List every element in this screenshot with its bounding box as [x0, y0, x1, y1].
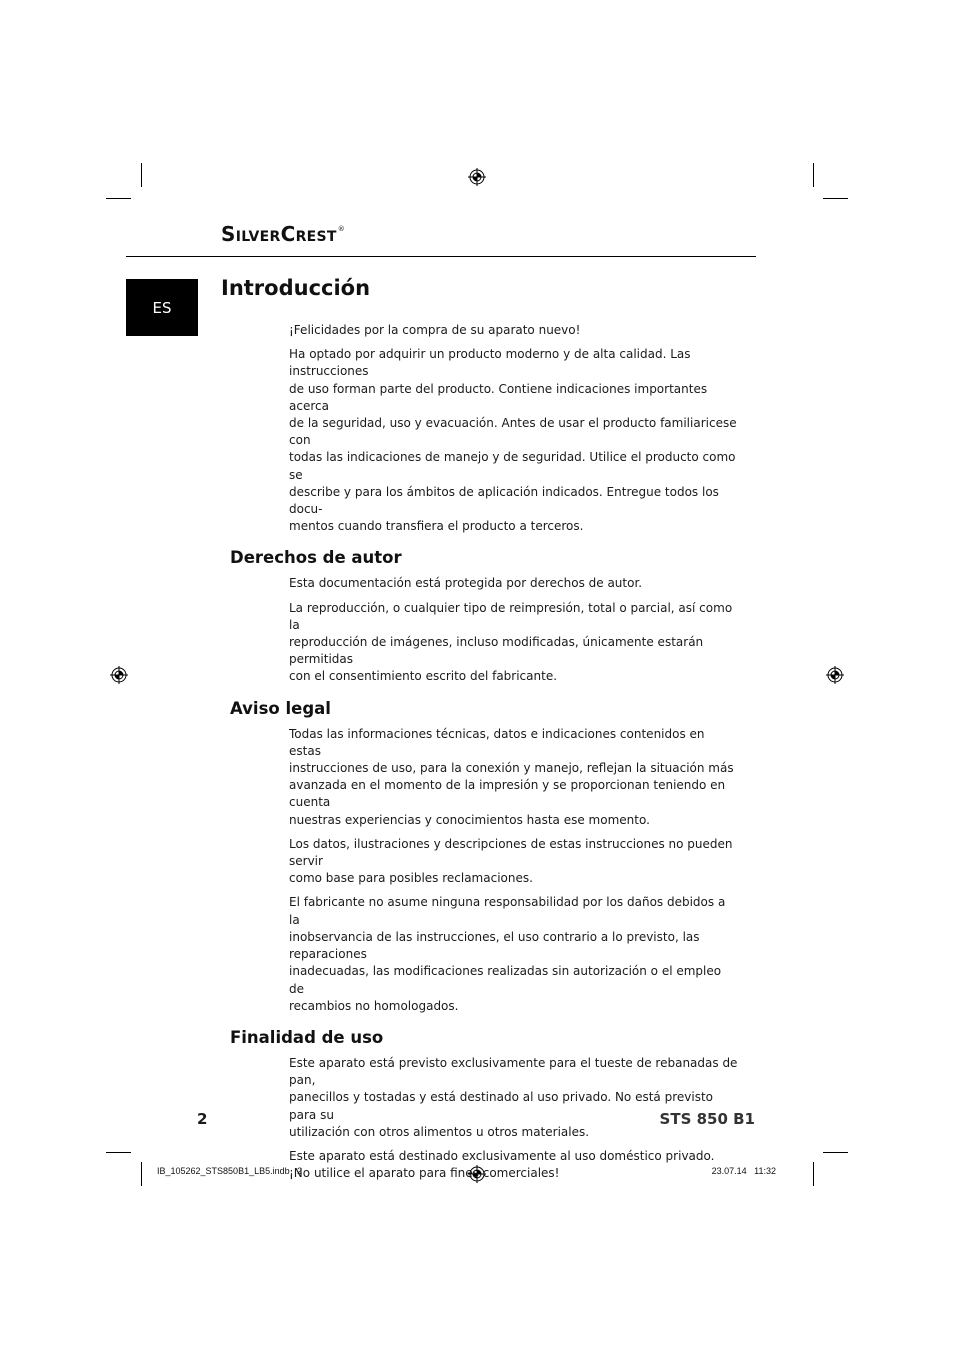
- section-heading: Finalidad de uso: [230, 1027, 384, 1047]
- crop-mark: [106, 198, 131, 199]
- section-legal-notice: [230, 698, 740, 1015]
- section-paragraph: Los datos, ilustraciones y descripciones de estas instrucciones no pueden servir como base para posibles reclamaciones.: [289, 836, 733, 886]
- section-heading: Aviso legal: [230, 698, 331, 718]
- crop-mark: [823, 198, 848, 199]
- section-paragraph: La reproducción, o cualquier tipo de reimpresión, total o parcial, así como la reproducción de imágenes, incluso modificadas, únicamente estarán permitidas con el consentimiento escrito del fabricante.: [289, 600, 733, 684]
- page-number: 2: [197, 1110, 208, 1128]
- crop-mark: [813, 1162, 814, 1186]
- intro-paragraph: Ha optado por adquirir un producto moderno y de alta calidad. Las instrucciones de uso forman parte del producto. Contiene indicaciones importantes acerca de la seguridad, uso y evacuación. Antes de usar el producto familiaricese con todas las indicaciones de manejo y de seguridad. Utilice el producto como se describe y para los ámbitos de aplicación indicados. Entregue todos los docu- mentos cuando transfiera el producto a terceros.: [289, 347, 737, 534]
- crop-mark: [141, 163, 142, 187]
- section-heading: Derechos de autor: [230, 548, 402, 568]
- intro-paragraph: ¡Felicidades por la compra de su aparato nuevo!: [289, 323, 581, 337]
- language-tab: ES: [126, 279, 198, 336]
- section-paragraph: Este aparato está destinado exclusivamente al uso doméstico privado. ¡No utilice el aparato para fines comerciales!: [289, 1148, 715, 1181]
- model-number: STS 850 B1: [659, 1110, 755, 1128]
- print-file-slug: IB_105262_STS850B1_LB5.indb 2: [157, 1166, 303, 1176]
- registration-mark-icon: [826, 666, 844, 684]
- crop-mark: [106, 1152, 131, 1153]
- header-rule: [126, 256, 756, 257]
- print-datetime: 23.07.14 11:32: [711, 1166, 776, 1176]
- registration-mark-icon: [468, 168, 486, 186]
- crop-mark: [823, 1152, 848, 1153]
- crop-mark: [813, 163, 814, 187]
- section-paragraph: Esta documentación está protegida por derechos de autor.: [289, 576, 643, 591]
- crop-mark: [141, 1162, 142, 1186]
- section-paragraph: Todas las informaciones técnicas, datos e indicaciones contenidos en estas instrucciones de uso, para la conexión y manejo, reflejan la situación más avanzada en el momento de la impresión y se proporcionan teniendo en cuenta nuestras experiencias y conocimientos hasta ese momento.: [289, 726, 734, 827]
- section-paragraph: Este aparato está previsto exclusivamente para el tueste de rebanadas de pan, panecillos y tostadas y está destinado al uso privado. No está previsto para su utilización con otros alimentos u otros materiales.: [289, 1055, 738, 1139]
- content: [230, 322, 740, 1189]
- section-copyright: [230, 547, 740, 685]
- section-paragraph: El fabricante no asume ninguna responsabilidad por los daños debidos a la inobservancia de las instrucciones, el uso contrario a lo previsto, las reparaciones inadecuadas, las modificaciones realizadas sin autorización o el empleo de recambios no homologados.: [289, 895, 726, 1013]
- registration-mark-icon: [110, 666, 128, 684]
- section-intended-use: [230, 1027, 740, 1182]
- page-title: Introducción: [221, 276, 371, 300]
- brand-logo: SilverCrest®: [221, 222, 346, 246]
